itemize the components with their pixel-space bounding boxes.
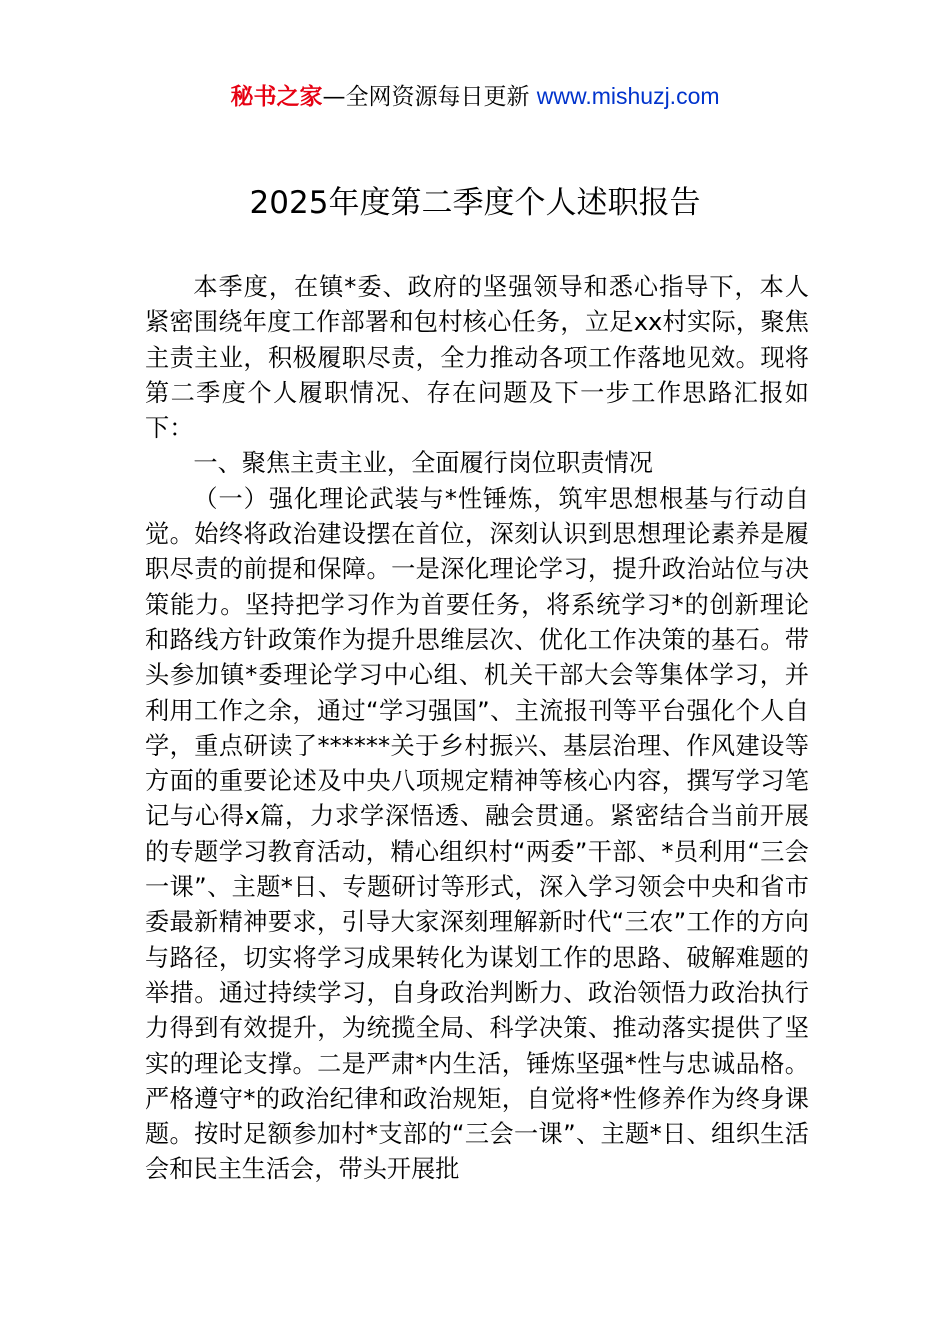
intro-paragraph: 本季度，在镇*委、政府的坚强领导和悉心指导下，本人紧密围绕年度工作部署和包村核心任务，立足xx村实际，聚焦主责主业，积极履职尽责，全力推动各项工作落地见效。现将第二季度个人履职情况、存在问题及下一步工作思路汇报如下： bbox=[145, 273, 809, 443]
document-body bbox=[145, 270, 809, 1188]
site-banner bbox=[0, 80, 950, 113]
site-tagline: —全网资源每日更新 bbox=[322, 84, 530, 110]
document-title: 2025年度第二季度个人述职报告 bbox=[249, 185, 701, 221]
site-url-link[interactable]: www.mishuzj.com bbox=[536, 83, 720, 109]
site-brand-name: 秘书之家 bbox=[230, 84, 323, 110]
section-heading: 一、聚焦主责主业，全面履行岗位职责情况 bbox=[193, 449, 653, 478]
body-paragraph: （一）强化理论武装与*性锤炼，筑牢思想根基与行动自觉。始终将政治建设摆在首位，深刻认识到思想理论素养是履职尽责的前提和保障。一是深化理论学习，提升政治站位与决策能力。坚持把学习作为首要任务，将系统学习*的创新理论和路线方针政策作为提升思维层次、优化工作决策的基石。带头参加镇*委理论学习中心组、机关干部大会等集体学习，并利用工作之余，通过“学习强国”、主流报刊等平台强化个人自学，重点研读了******关于乡村振兴、基层治理、作风建设等方面的重要论述及中央八项规定精神等核心内容，撰写学习笔记与心得x篇，力求学深悟透、融会贯通。紧密结合当前开展的专题学习教育活动，精心组织村“两委”干部、*员利用“三会一课”、主题*日、专题研讨等形式，深入学习领会中央和省市委最新精神要求，引导大家深刻理解新时代“三农”工作的方向与路径，切实将学习成果转化为谋划工作的思路、破解难题的举措。通过持续学习，自身政治判断力、政治领悟力政治执行力得到有效提升，为统揽全局、科学决策、推动落实提供了坚实的理论支撑。二是严肃*内生活，锤炼坚强*性与忠诚品格。严格遵守*的政治纪律和政治规矩，自觉将*性修养作为终身课题。按时足额参加村*支部的“三会一课”、主题*日、组织生活会和民主生活会，带头开展批 bbox=[145, 484, 809, 1184]
